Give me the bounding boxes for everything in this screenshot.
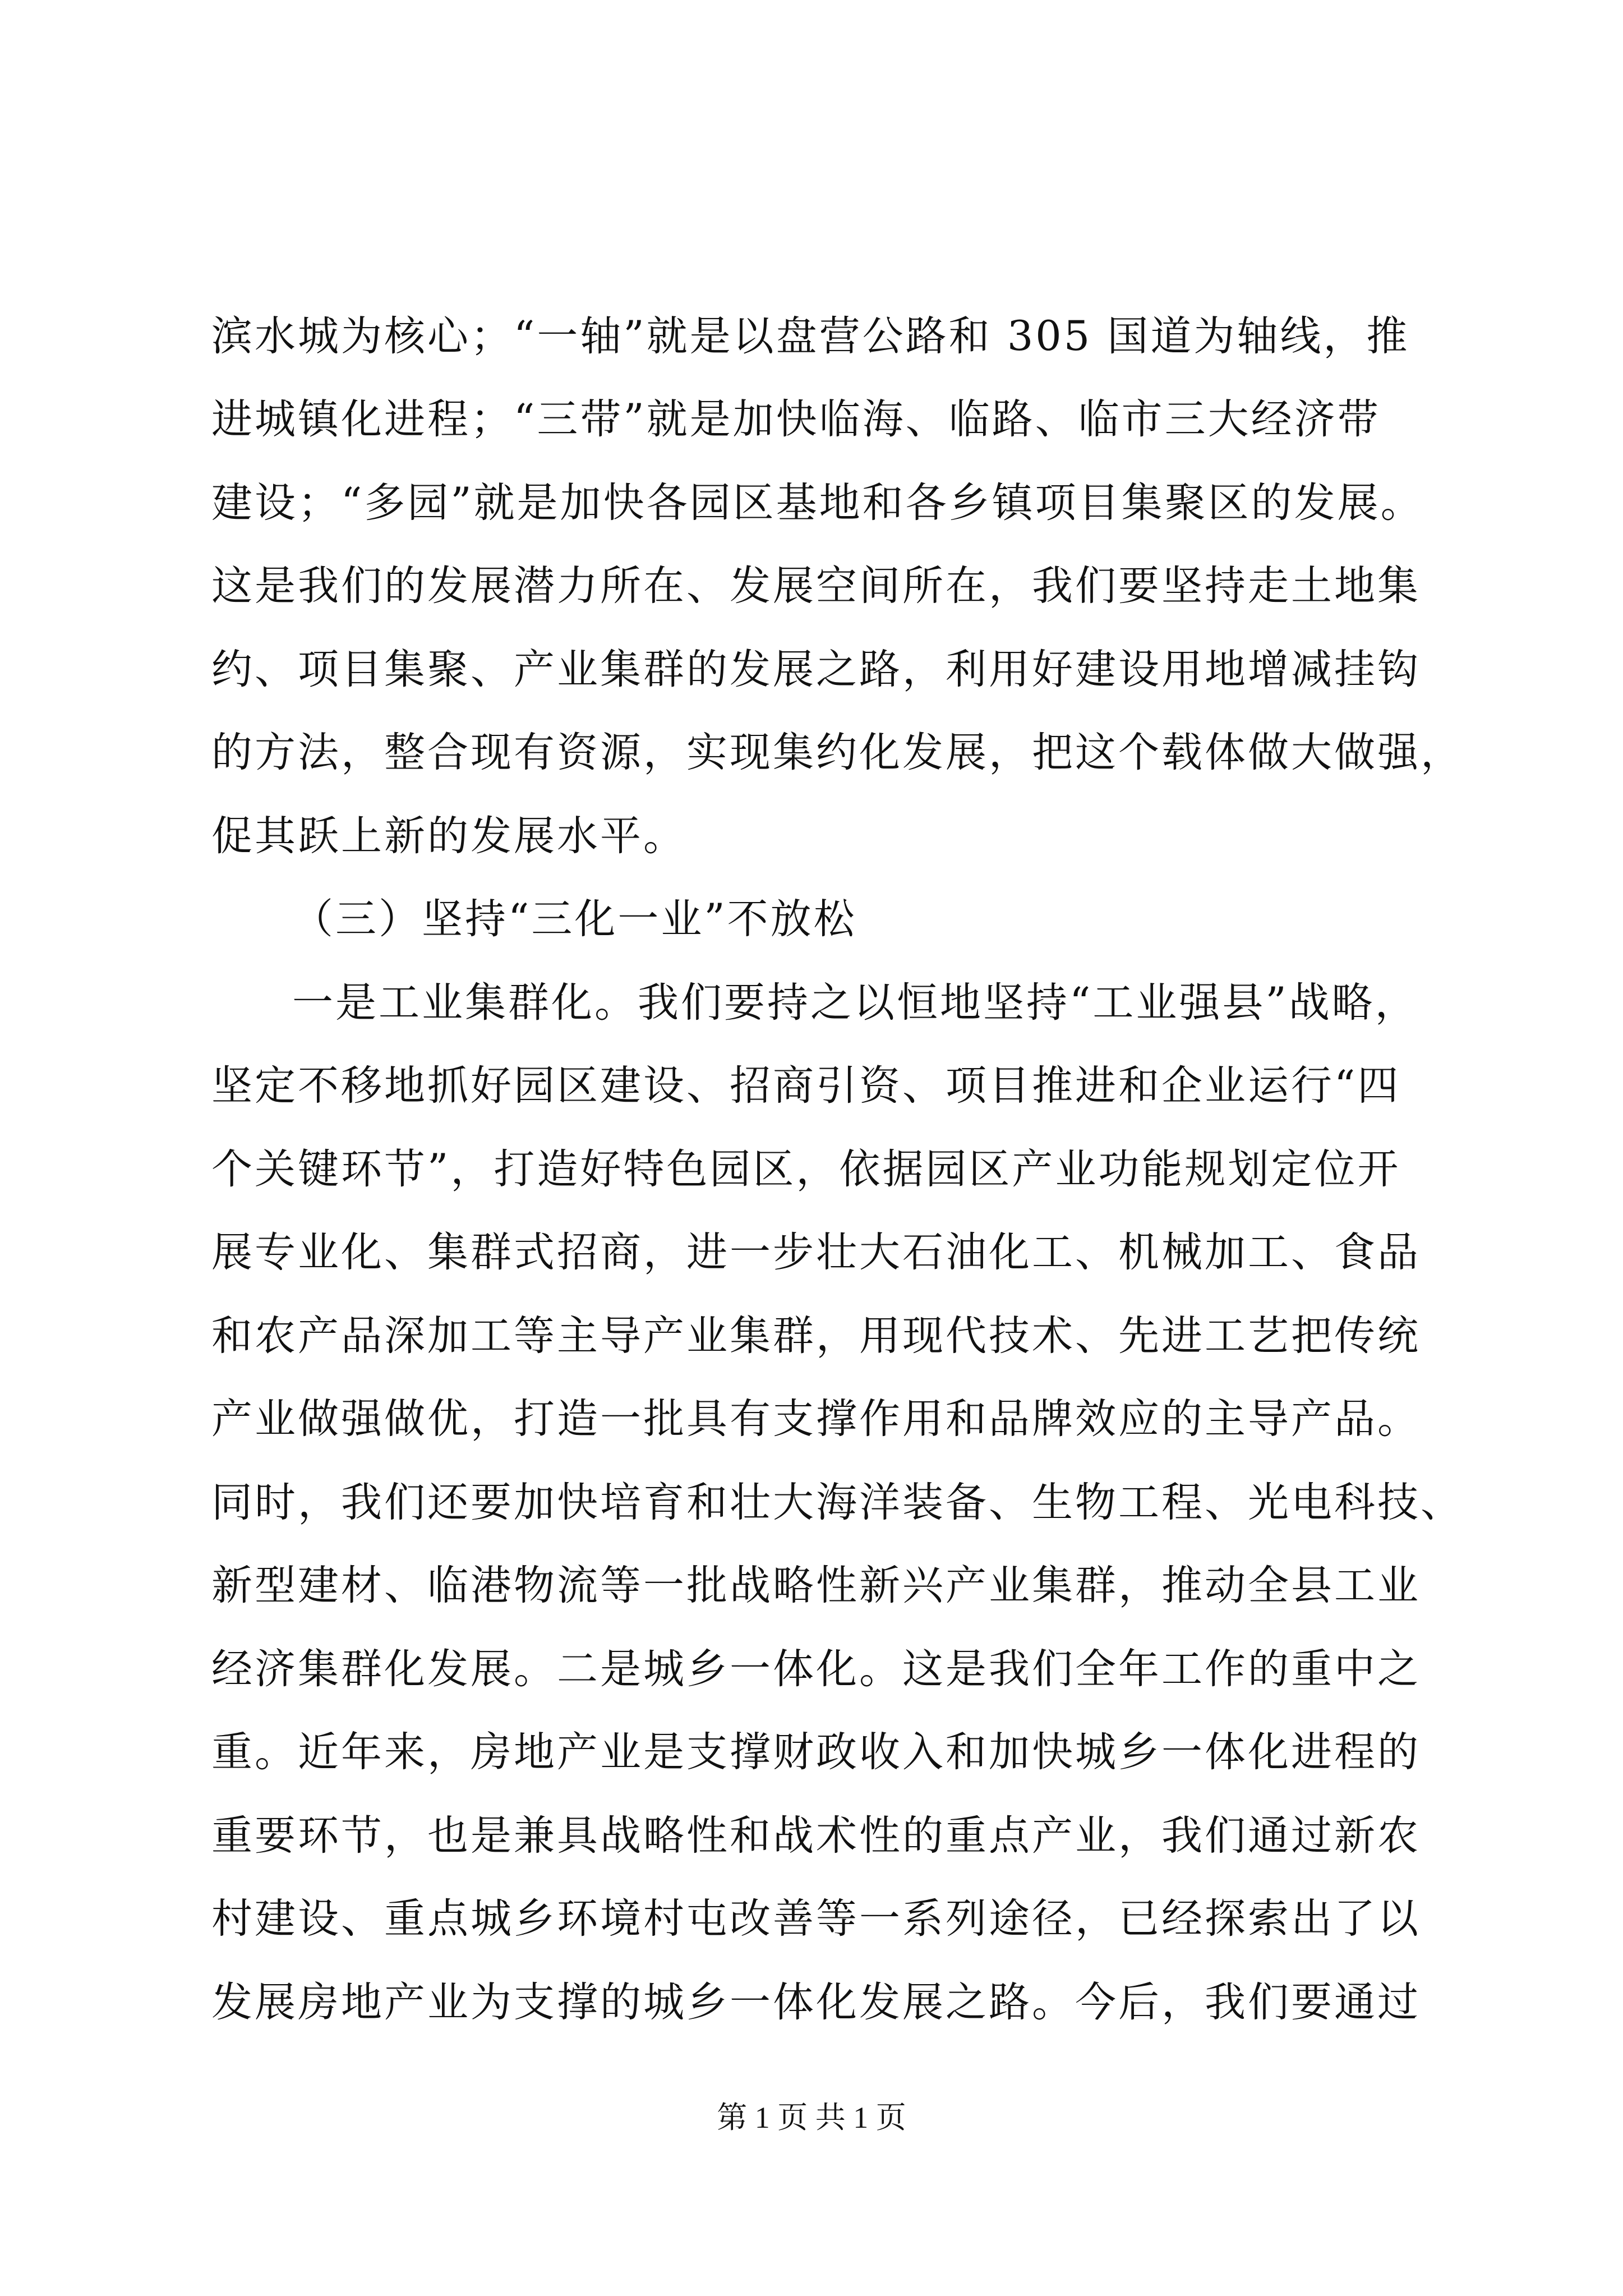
- paragraph-line: 滨水城为核心；“一轴”就是以盘营公路和 305 国道为轴线，推: [211, 312, 1410, 360]
- paragraph-line: 同时，我们还要加快培育和壮大海洋装备、生物工程、光电科技、: [211, 1479, 1464, 1526]
- section-heading: （三）坚持“三化一业”不放松: [292, 895, 857, 943]
- paragraph-line: 坚定不移地抓好园区建设、招商引资、项目推进和企业运行“四: [211, 1062, 1401, 1110]
- paragraph-line: 和农产品深加工等主导产业集群，用现代技术、先进工艺把传统: [211, 1312, 1421, 1360]
- paragraph-line: 进城镇化进程；“三带”就是加快临海、临路、临市三大经济带: [211, 395, 1381, 443]
- paragraph-line: 发展房地产业为支撑的城乡一体化发展之路。今后，我们要通过: [211, 1978, 1421, 2026]
- page-footer: 第 1 页 共 1 页: [717, 2101, 906, 2134]
- paragraph-line: 约、项目集聚、产业集群的发展之路，利用好建设用地增减挂钩: [211, 646, 1421, 693]
- paragraph-line: 的方法，整合现有资源，实现集约化发展，把这个载体做大做强，: [211, 729, 1464, 776]
- paragraph-line: 促其跃上新的发展水平。: [211, 812, 686, 860]
- paragraph-line: 经济集群化发展。二是城乡一体化。这是我们全年工作的重中之: [211, 1645, 1421, 1693]
- paragraph-line: 一是工业集群化。我们要持之以恒地坚持“工业强县”战略，: [292, 979, 1418, 1027]
- paragraph-line: 重。近年来，房地产业是支撑财政收入和加快城乡一体化进程的: [211, 1728, 1421, 1776]
- paragraph-line: 个关键环节”，打造好特色园区，依据园区产业功能规划定位开: [211, 1145, 1401, 1193]
- paragraph-line: 村建设、重点城乡环境村屯改善等一系列途径，已经探索出了以: [211, 1895, 1421, 1943]
- paragraph-line: 这是我们的发展潜力所在、发展空间所在，我们要坚持走土地集: [211, 562, 1421, 610]
- paragraph-line: 重要环节，也是兼具战略性和战术性的重点产业，我们通过新农: [211, 1812, 1421, 1860]
- paragraph-line: 建设；“多园”就是加快各园区基地和各乡镇项目集聚区的发展。: [211, 479, 1424, 527]
- paragraph-line: 展专业化、集群式招商，进一步壮大石油化工、机械加工、食品: [211, 1228, 1421, 1276]
- paragraph-line: 新型建材、临港物流等一批战略性新兴产业集群，推动全县工业: [211, 1562, 1421, 1609]
- paragraph-line: 产业做强做优，打造一批具有支撑作用和品牌效应的主导产品。: [211, 1395, 1421, 1443]
